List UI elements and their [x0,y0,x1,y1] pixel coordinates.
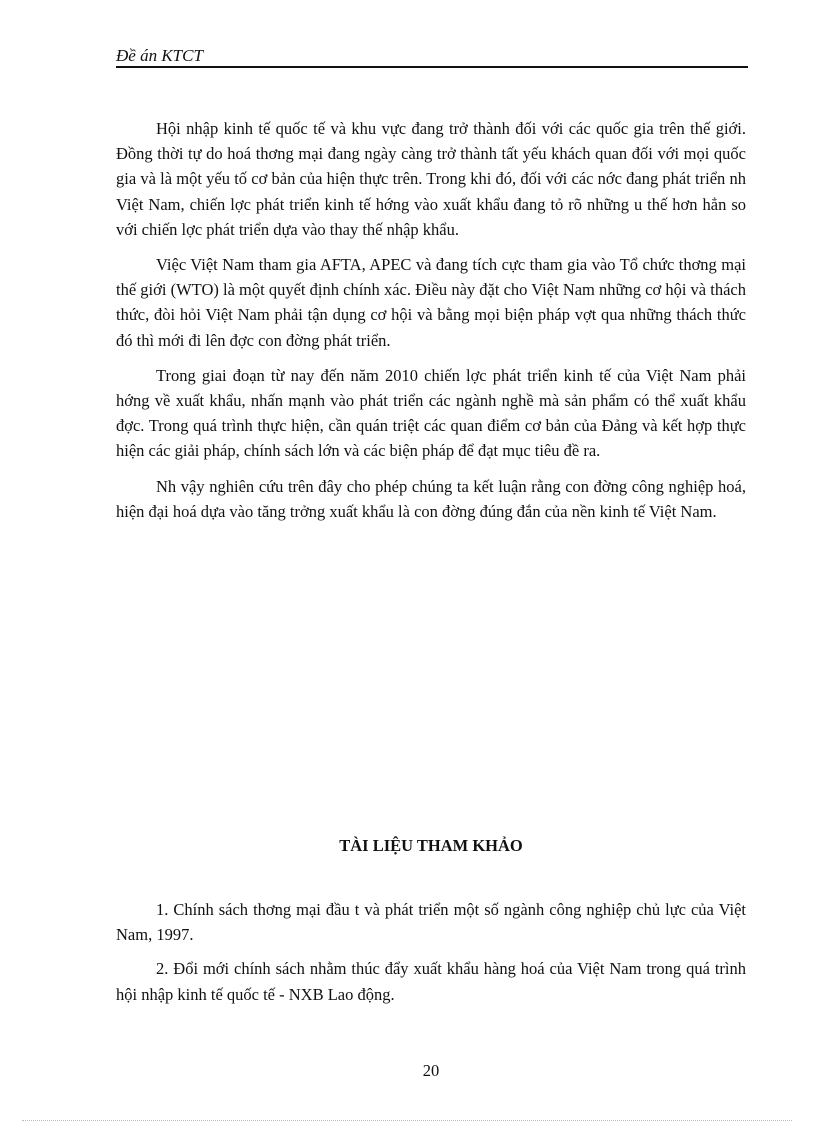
reference-item: 1. Chính sách thơng mại đầu t và phát triển một số ngành công nghiệp chủ lực của Việt Nam, 1997. [116,900,746,945]
paragraph: Việc Việt Nam tham gia AFTA, APEC và đang tích cực tham gia vào Tổ chức thơng mại thế giới (WTO) là một quyết định chính xác. Điều này đặt cho Việt Nam những cơ hội và thách thức, đòi hỏi Việt Nam phải tận dụng cơ hội và bằng mọi biện pháp vợt qua những thách thức đó thì mới đi lên đợc con đờng phát triển. [116,255,746,350]
reference-item: 2. Đổi mới chính sách nhằm thúc đẩy xuất khẩu hàng hoá của Việt Nam trong quá trình hội nhập kinh tế quốc tế - NXB Lao động. [116,959,746,1004]
body-text [116,116,746,534]
page-number: 20 [422,1061,440,1080]
paragraph: Trong giai đoạn từ nay đến năm 2010 chiến lợc phát triển kinh tế của Việt Nam phải hớng về xuất khẩu, nhấn mạnh vào phát triển các ngành nghề mà sản phẩm có thể xuất khẩu đợc. Trong quá trình thực hiện, cần quán triệt các quan điểm cơ bản của Đảng và kết hợp thực hiện các giải pháp, chính sách lớn và các biện pháp để đạt mục tiêu đề ra. [116,365,746,461]
page-bottom-divider [22,1120,792,1121]
page-header [116,46,748,68]
references-list [116,897,746,1016]
paragraph: Hội nhập kinh tế quốc tế và khu vực đang trở thành đối với các quốc gia trên thế giới. Đồng thời tự do hoá thơng mại đang ngày càng trở thành tất yếu khách quan đối với mọi quốc gia và là một yếu tố cơ bản của hiện thực trên. Trong khi đó, đối với các nớc đang phát triển nh Việt Nam, chiến lợc phát triển kinh tế hớng vào xuất khẩu đang tỏ rõ những u thế hơn hẳn so với chiến lợc phát triển dựa vào thay thế nhập khẩu. [116,119,746,239]
header-title: Đề án KTCT [116,46,203,65]
paragraph: Nh vậy nghiên cứu trên đây cho phép chúng ta kết luận rằng con đờng công nghiệp hoá, hiện đại hoá dựa vào tăng trởng xuất khẩu là con đờng đúng đắn của nền kinh tế Việt Nam. [116,476,746,521]
references-heading: TÀI LIỆU THAM KHẢO [339,836,523,855]
